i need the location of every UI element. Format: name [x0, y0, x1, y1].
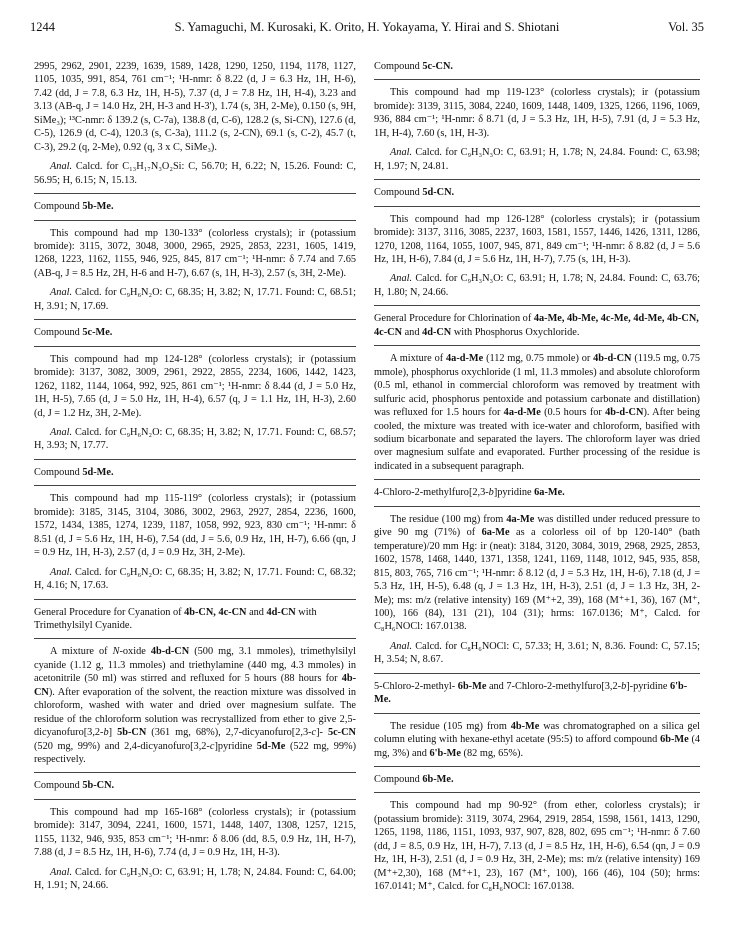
compound-label: 5b-CN	[117, 727, 147, 739]
compound-label: 6b-Me	[660, 734, 689, 746]
analysis-text: Calcd. for C₉H₆N₂O: C, 68.35; H, 3.82; N, 17.71. Found: C, 68.51; H, 3.91; N, 17.69.	[34, 287, 356, 312]
compound-label: 4a-d-Me	[503, 407, 541, 419]
text-run: ]-	[316, 727, 323, 739]
divider	[374, 305, 700, 306]
compound-label: 4a-d-Me	[446, 353, 484, 365]
text-run: -oxide	[119, 646, 146, 658]
compound-label: 4c-CN	[218, 606, 247, 618]
heading-text: with Phosphorus Oxychloride.	[453, 326, 580, 338]
text-run: (0.5 hours for	[544, 407, 602, 419]
divider	[374, 179, 700, 180]
compound-label: 5c-CN	[327, 727, 356, 739]
volume-label: Vol. 35	[668, 20, 704, 34]
italic-run: b	[488, 487, 494, 499]
paragraph: This compound had mp 165-168° (colorless crystals); ir (potassium bromide): 3147, 3094, 2241, 1600, 1571, 1448, 1407, 1308, 1257, 1215, 1155, 1132, 946, 935, 853 cm⁻¹; ¹H-nmr: δ 8.06 (dd, 8.5, 0.9 Hz, 1H, H-7), 7.88 (d, J = 8.5 Hz, 1H, H-6), 7.74 (d, J = 0.9 Hz, 1H, H-3).	[34, 806, 356, 859]
text-run: ]pyridine	[214, 740, 253, 752]
compound-label: 4b-CN,	[184, 606, 216, 618]
heading-text: Compound	[374, 61, 420, 72]
divider	[34, 346, 356, 347]
text-run: ). After evaporation of the solvent, the reaction mixture was dissolved in chloroform, washed with water and dried over magnesium sulfate. The residue of the chloroform solution was recrystallized from ether to give 2,5-dicyanofuro[3,2-	[34, 686, 356, 739]
analysis-paragraph	[34, 160, 356, 187]
paragraph	[374, 720, 700, 760]
compound-label: 4a-Me, 4b-Me, 4c-Me, 4d-Me, 4b-CN, 4c-CN	[374, 313, 699, 338]
divider	[34, 220, 356, 221]
divider	[374, 713, 700, 714]
divider	[374, 345, 700, 346]
heading-text: Compound	[374, 774, 420, 786]
italic-run: N	[112, 646, 120, 658]
compound-label: 5d-Me	[256, 740, 286, 752]
analysis-paragraph	[34, 426, 356, 453]
paragraph: This compound had mp 119-123° (colorless crystals); ir (potassium bromide): 3139, 3115, 3084, 2240, 1609, 1448, 1409, 1325, 1266, 1196, 1069, 936, 884 cm⁻¹; ¹H-nmr: δ 8.71 (d, J = 5.3 Hz, 1H, H-5), 7.91 (d, J = 5.3 Hz, 1H, H-4), 7.60 (s, 1H, H-3).	[374, 87, 700, 139]
text-run: The residue (100 mg) from	[390, 513, 504, 525]
text-run: (112 mg, 0.75 mmole) or	[486, 353, 591, 365]
divider	[374, 792, 700, 793]
compound-heading	[34, 466, 356, 479]
running-header	[30, 20, 704, 38]
compound-heading	[374, 186, 700, 199]
section-subheading	[374, 680, 700, 707]
compound-label: 4b-d-CN	[605, 407, 644, 419]
compound-label: 4d-CN	[422, 326, 452, 338]
analysis-text: Calcd. for C₉H₃N₃O: C, 63.91; H, 1.78; N, 24.84. Found: C, 63.76; H, 1.80; N, 24.66.	[374, 273, 700, 298]
text-run: A mixture of	[390, 353, 444, 365]
text-run: ]	[108, 727, 113, 739]
compound-label: 4a-Me	[506, 513, 535, 525]
paragraph: 2995, 2962, 2901, 2239, 1639, 1589, 1428, 1290, 1250, 1194, 1178, 1127, 1105, 1035, 991, 854, 761 cm⁻¹; ¹H-nmr: δ 8.22 (d, J = 6.3 Hz, 1H, H-6), 7.42 (dd, J = 7.8, 6.3 Hz, 1H, H-5), 7.37 (d, J = 7.8 Hz, 1H, H-4), 3.23 and 3.13 (AB-q, J = 14.0 Hz, 2H, H-3 and H-3'), 1.74 (s, 3H, 2-Me), 0.150 (s, 9H, SiMe₃); ¹³C-nmr: δ 139.2 (s, C-7a), 138.8 (d, C-6), 128.2 (s, Si-CN), 127.6 (d, C-5), 126.9 (d, C-4), 120.3 (s, C-3a), 111.2 (s, 2-CN), 69.1 (s, C-2), 45.7 (t, C-3), 29.2 (q, 2-Me), 0.92 (q, 3 x C, SiMe₃).	[34, 61, 356, 153]
analysis-label: Anal.	[390, 273, 413, 285]
compound-label: 5d-CN.	[422, 187, 455, 199]
analysis-text: Calcd. for C₉H₆N₂O: C, 68.35; H, 3.82; N, 17.71. Found: C, 68.57; H, 3.93; N, 17.77.	[34, 426, 356, 452]
heading-text: General Procedure for Cyanation of	[34, 606, 182, 618]
divider	[34, 193, 356, 194]
text-run: was chromatographed on a silica gel column eluting with hexane-ethyl acetate (95:5) to afford compound	[374, 720, 700, 746]
compound-heading	[374, 773, 700, 786]
divider	[374, 673, 700, 674]
paragraph: This compound had mp 126-128° (colorless crystals); ir (potassium bromide): 3137, 3116, 3085, 2237, 1603, 1581, 1557, 1446, 1426, 1311, 1286, 1270, 1208, 1164, 1055, 1007, 945, 871, 849 cm⁻¹; ¹H-nmr: δ 8.82 (d, J = 5.6 Hz, 1H, H-6), 7.84 (d, J = 5.6 Hz, 1H, H-7), 7.75 (s, 1H, H-3).	[374, 213, 700, 265]
text-run: (520 mg, 99%) and 2,4-dicyanofuro[3,2-	[34, 740, 210, 752]
right-column	[374, 60, 700, 900]
compound-label: 6b-Me	[457, 680, 487, 692]
divider	[34, 772, 356, 773]
analysis-label: Anal.	[390, 147, 413, 159]
analysis-paragraph	[34, 286, 356, 313]
text-run: (361 mg, 68%), 2,7-dicyanofuro[2,3-	[151, 727, 312, 739]
text-run: (82 mg, 65%).	[463, 747, 524, 759]
divider	[34, 599, 356, 600]
italic-run: b	[103, 727, 109, 739]
divider	[34, 319, 356, 320]
paragraph: This compound had mp 124-128° (colorless crystals); ir (potassium bromide): 3137, 3082, 3009, 2961, 2922, 2855, 2234, 1606, 1442, 1423, 1262, 1182, 1144, 1064, 992, 925, 861 cm⁻¹; ¹H-nmr: δ 8.44 (d, J = 5.0 Hz, 1H, H-5), 7.65 (d, J = 5.0 Hz, 1H, H-4), 6.57 (q, J = 1.1 Hz, 1H, H-3), 2.60 (d, J = 1.2 Hz, 3H, 2-Me).	[34, 353, 356, 419]
compound-label: 5d-Me.	[82, 466, 114, 478]
analysis-label: Anal.	[50, 866, 73, 878]
heading-text: Compound	[34, 780, 80, 792]
heading-text: and	[249, 606, 264, 618]
left-column	[34, 60, 356, 899]
compound-label: 4d-CN	[266, 606, 296, 618]
procedure-paragraph	[374, 352, 700, 473]
heading-text: and	[404, 326, 420, 338]
text-run: A mixture of	[50, 646, 108, 658]
heading-text: 4-Chloro-2-methylfuro[2,3-	[374, 487, 489, 499]
compound-label: 5b-CN.	[82, 780, 115, 792]
compound-label: 4b-CN	[34, 673, 356, 698]
analysis-paragraph	[374, 272, 700, 299]
text-run: as a colorless oil of bp 120-140° (bath temperature)/20 mm Hg: ir (neat): 3184, 3120, 3084, 3019, 2968, 2925, 2853, 1602, 1578, 1468, 1440, 1371, 1358, 1241, 1169, 1148, 1012, 945, 935, 858, 815, 803, 765, 716 cm⁻¹; ¹H-nmr: δ 8.12 (d, J = 5.3 Hz, 1H, H-6), 7.18 (d, J = 5.3 Hz, 1H, H-5), 6.48 (q, J = 1.3 Hz, 1H, H-3), 2.51 (d, J = 1.3 Hz, 3H, 2-Me); ms: m/z (relative intensity) 169 (M⁺+2, 39), 168 (M⁺+1, 36), 167 (M⁺, 100), 166 (84), 131 (21), 104 (31); hrms: 167.0136; M⁺, Calcd. for C₈H₆NOCl: 167.0138.	[374, 527, 701, 633]
compound-heading	[34, 779, 356, 792]
analysis-paragraph	[374, 146, 700, 173]
compound-label: 6'b-Me	[429, 747, 461, 759]
divider	[374, 79, 700, 80]
compound-label: 5c-CN.	[422, 61, 453, 72]
heading-text: Compound	[34, 327, 80, 339]
text-run: (522 mg, 99%) respectively.	[34, 740, 356, 766]
compound-label: 5c-Me.	[82, 327, 113, 339]
compound-label: 6b-Me.	[422, 774, 454, 786]
compound-label: 6a-Me	[481, 527, 510, 539]
analysis-label: Anal.	[390, 640, 413, 652]
heading-text: Compound	[34, 466, 80, 478]
running-authors: S. Yamaguchi, M. Kurosaki, K. Orito, H. Yokayama, Y. Hirai and S. Shiotani	[174, 20, 560, 34]
divider	[374, 766, 700, 767]
compound-heading	[34, 200, 356, 213]
analysis-label: Anal.	[50, 161, 73, 173]
analysis-label: Anal.	[50, 287, 73, 299]
text-run: (119.5 mg, 0.75 mmole), phosphorus oxychloride (1 ml, 11.3 mmoles) and absolute chloroform (0.5 ml, ethanol in commercial chloroform was removed by treatment with sulfuric acid, phosphorus pentoxide and potassium carbonate and distillation) was refluxed for 1.5 hours for	[374, 353, 701, 419]
procedure-heading	[374, 312, 700, 339]
procedure-heading	[34, 606, 356, 633]
divider	[374, 506, 700, 507]
divider	[34, 799, 356, 800]
heading-text: ]pyridine	[493, 487, 532, 499]
analysis-text: Calcd. for C₈H₆NOCl: C, 57.33; H, 3.61; N, 8.36. Found: C, 57.15; H, 3.54; N, 8.67.	[374, 640, 700, 666]
italic-run: c	[209, 740, 215, 752]
analysis-paragraph	[374, 640, 700, 667]
compound-heading	[374, 60, 700, 73]
paragraph: This compound had mp 90-92° (from ether, colorless crystals); ir (potassium bromide): 3119, 3074, 2964, 2919, 2854, 1598, 1561, 1413, 1290, 1265, 1198, 1186, 1151, 1093, 937, 907, 828, 802, 695 cm⁻¹; ¹H-nmr: δ 7.60 (dd, J = 8.5, 0.9 Hz, 1H, H-7), 7.13 (d, J = 8.5 Hz, 1H, H-6), 6.54 (qn, J = 0.9 Hz, 1H, H-3), 2.51 (d, J = 0.9 Hz, 3H, 2-Me); ms: m/z (relative intensity) 169 (M⁺+2,30), 168 (M⁺+1, 23), 167 (M⁺, 100), 166 (46), 104 (50); hrms: 167.0141; M⁺, Calcd. for C₈H₆NOCl: 167.0138.	[374, 800, 700, 893]
divider	[374, 206, 700, 207]
heading-text: and 7-Chloro-2-methylfuro[3,2-	[488, 680, 622, 692]
compound-label: 4b-d-CN	[150, 646, 190, 658]
heading-text: Compound	[34, 201, 80, 213]
heading-text: ]-pyridine	[626, 680, 668, 692]
text-run: The residue (105 mg) from	[390, 720, 507, 732]
heading-text: General Procedure for Chlorination of	[374, 313, 532, 325]
compound-label: 6'b-Me.	[374, 680, 688, 706]
paragraph: This compound had mp 115-119° (colorless crystals); ir (potassium bromide): 3185, 3145, 3104, 3086, 3002, 2963, 2927, 2854, 2236, 1600, 1572, 1434, 1385, 1274, 1239, 1187, 1058, 992, 923, 830 cm⁻¹; ¹H-nmr: δ 8.51 (d, J = 5.6 Hz, 1H, H-6), 7.54 (dd, J = 5.6, 0.9 Hz, 1H, H-7), 6.66 (qn, J = 0.9 Hz, 1H, H-3), 2.57 (d, J = 0.9 Hz, 3H, 2-Me).	[34, 493, 356, 559]
analysis-text: Calcd. for C₉H₃N₃O: C, 63.91; H, 1.78; N, 24.84. Found: C, 64.00; H, 1.91; N, 24.66.	[34, 866, 356, 892]
text-run: (500 mg, 3.1 mmoles), trimethylsilyl cyanide (1.12 g, 11.3 mmoles) and triethylamine (440 mg, 4.3 mmoles) in acetonitrile (50 ml) was stirred and refluxed for 5 hours (88 hours for	[34, 646, 356, 685]
italic-run: b	[621, 680, 627, 692]
analysis-text: Calcd. for C₉H₃N₃O: C, 63.91; H, 1.78; N, 24.84. Found: C, 63.98; H, 1.97; N, 24.81.	[374, 147, 700, 172]
heading-text: Compound	[374, 187, 420, 199]
analysis-label: Anal.	[50, 566, 73, 578]
text-run: ). After being cooled, the mixture was treated with ice-water and chloroform, basified with sodium bicarbonate and separated the layers. The chloroform layer was dried over magnesium sulfate and evaporated. Further processing of the residue is indicated in a subsequent paragraph.	[374, 407, 700, 472]
page-number: 1244	[30, 20, 55, 34]
analysis-paragraph	[34, 866, 356, 893]
analysis-paragraph	[34, 566, 356, 593]
analysis-label: Anal.	[50, 426, 73, 438]
divider	[34, 485, 356, 486]
divider	[374, 479, 700, 480]
heading-text: 5-Chloro-2-methyl-	[374, 680, 456, 692]
italic-run: c	[311, 727, 317, 739]
heading-text: with Trimethylsilyl Cyanide.	[34, 606, 317, 631]
text-run: was distilled under reduced pressure to give 90 mg (71%) of	[374, 513, 701, 539]
compound-label: 5b-Me.	[82, 201, 114, 213]
compound-heading	[34, 326, 356, 339]
compound-label: 4b-Me	[510, 720, 540, 732]
divider	[34, 459, 356, 460]
compound-label: 4b-d-CN	[593, 353, 632, 365]
paragraph	[374, 513, 700, 634]
analysis-text: Calcd. for C₁₃H₁₇N₃O₂Si: C, 56.70; H, 6.22; N, 15.26. Found: C, 56.95; H, 6.15; N, 15.13.	[34, 161, 357, 186]
compound-label: 6a-Me.	[534, 487, 565, 499]
text-run: (4 mg, 3%) and	[374, 734, 701, 759]
paragraph: This compound had mp 130-133° (colorless crystals); ir (potassium bromide): 3115, 3072, 3048, 3000, 2965, 2925, 2853, 2231, 1605, 1419, 1268, 1223, 1162, 1155, 946, 925, 845, 817 cm⁻¹; ¹H-nmr: δ 7.74 and 7.65 (AB-q, J = 8.5 Hz, 2H, H-6 and H-7), 6.67 (s, 1H, H-3), 2.57 (s, 3H, 2-Me).	[34, 227, 356, 279]
divider	[34, 638, 356, 639]
analysis-text: Calcd. for C₉H₆N₂O: C, 68.35; H, 3.82; N, 17.71. Found: C, 68.32; H, 4.16; N, 17.63.	[34, 566, 356, 592]
procedure-paragraph	[34, 645, 356, 766]
section-subheading	[374, 486, 700, 499]
